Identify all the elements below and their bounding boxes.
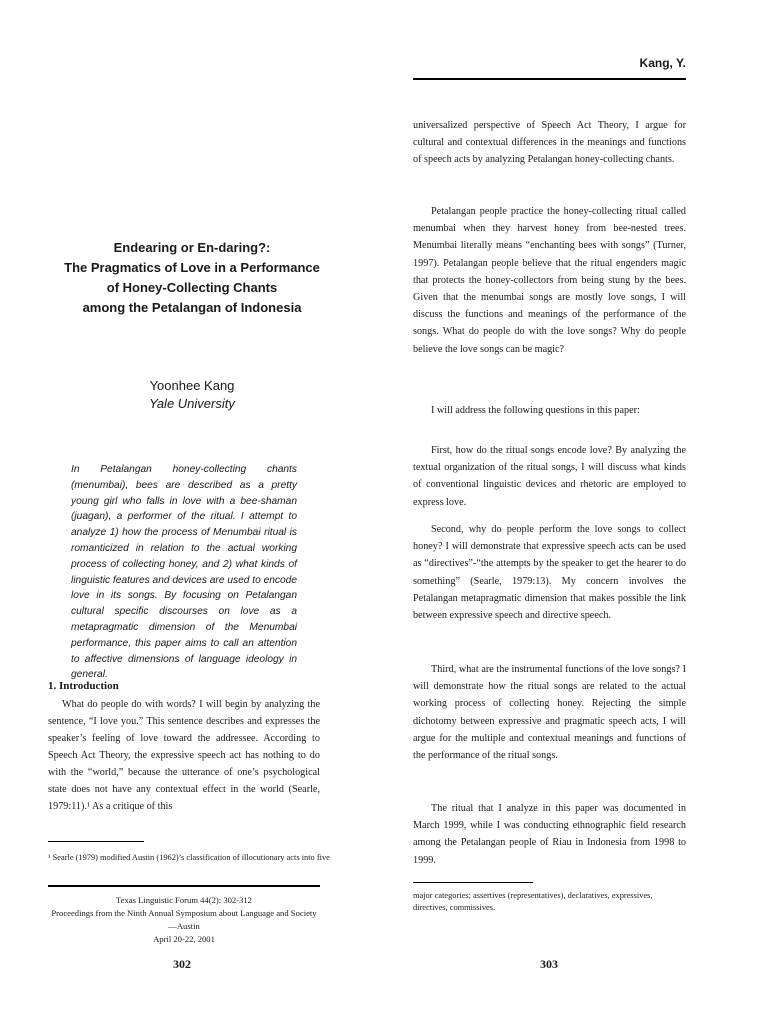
body-paragraph: Petalangan people practice the honey-collecting ritual called menumbai when they harvest honey from bee-nested trees. Menumbai literally means “enchanting bees with songs” (Turner, 1997). Petalangan people believe that the ritual engenders magic that protects the honey-collectors from being stung by the bees. Given that the menumbai songs are mostly love songs, I will discuss the functions and meanings of the performance of the songs. What do people do with the love songs? Why do people believe the love songs can be magic?	[413, 206, 686, 355]
page-number-left: 302	[173, 957, 191, 971]
publication-footer	[48, 894, 320, 946]
title-line: of Honey-Collecting Chants	[106, 280, 278, 295]
author-name: Yoonhee Kang	[149, 378, 235, 393]
body-paragraph: universalized perspective of Speech Act Theory, I argue for cultural and contextual differences in the meanings and functions of speech acts by analyzing Petalangan honey-collecting chants.	[413, 120, 686, 166]
author-affiliation: Yale University	[149, 396, 235, 411]
abstract: In Petalangan honey-collecting chants (menumbai), bees are described as a pretty young girl who falls in love with a bee-shaman (juagan), a performer of the ritual. I attempt to analyze 1) how the process of Menumbai ritual is romanticized in relation to the actual working process of collecting honey, and 2) what kinds of linguistic features and devices are used to encode love in its songs. By focusing on Petalangan cultural specific discourses on love as a metapragmatic dimension of the Menumbai performance, this paper aims to call an attention to affective dimensions of language ideology in general.	[71, 464, 297, 681]
body-paragraph: First, how do the ritual songs encode love? By analyzing the textual organization of the ritual songs, I will discuss what kinds of conventional linguistic devices and rhetoric are employed to express love.	[413, 445, 686, 508]
section-heading: 1. Introduction	[48, 680, 119, 692]
footer-line: Texas Linguistic Forum 44(2): 302-312	[116, 895, 252, 905]
header-rule	[413, 78, 686, 80]
title-line: Endearing or En-daring?:	[113, 240, 271, 255]
paper-title	[60, 238, 324, 318]
body-paragraph: I will address the following questions in this paper:	[431, 405, 640, 416]
footnote-rule	[413, 882, 533, 883]
footnote-left: ¹ Searle (1979) modified Austin (1962)’s classification of illocutionary acts into five	[48, 853, 330, 862]
title-line: The Pragmatics of Love in a Performance	[64, 260, 320, 275]
footer-line: Proceedings from the Ninth Annual Symposium about Language and Society—Austin	[51, 908, 317, 931]
intro-paragraph: What do people do with words? I will begin by analyzing the sentence, “I love you.” This sentence describes and expresses the speaker’s feeling of love toward the addressee. According to Speech Act Theory, the expressive speech act has nothing to do with the “world,” because the utterance of one’s psychological state does not have any contextual effect in the world (Searle, 1979:11).¹ As a critique of this	[48, 699, 320, 812]
page-number-right: 303	[540, 957, 558, 971]
footer-rule	[48, 885, 320, 887]
author-block	[60, 377, 324, 413]
body-paragraph: Second, why do people perform the love songs to collect honey? I will demonstrate that expressive speech acts can be used as “directives”-“the attempts by the speaker to get the hearer to do something” (Searle, 1979:13). My concern involves the Petalangan metapragmatic dimension that makes possible the link between expressive speech and directive speech.	[413, 524, 686, 622]
footnote-rule	[48, 841, 144, 842]
body-paragraph: Third, what are the instrumental functions of the love songs? I will demonstrate how the ritual songs are related to the actual working process of collecting honey. Rejecting the simple dichotomy between expressive and pragmatic speech acts, I will argue for the multiple and contextual meanings and functions of the performance of the ritual songs.	[413, 664, 686, 762]
title-line: among the Petalangan of Indonesia	[82, 300, 302, 315]
footer-line: April 20-22, 2001	[153, 934, 215, 944]
body-paragraph: The ritual that I analyze in this paper was documented in March 1999, while I was conducting ethnographic field research among the Petalangan people of Riau in Indonesia from 1998 to 1999.	[413, 803, 686, 866]
running-head: Kang, Y.	[639, 56, 686, 70]
footnote-right: major categories; assertives (representatives), declaratives, expressives, directives, commissives.	[413, 891, 653, 912]
